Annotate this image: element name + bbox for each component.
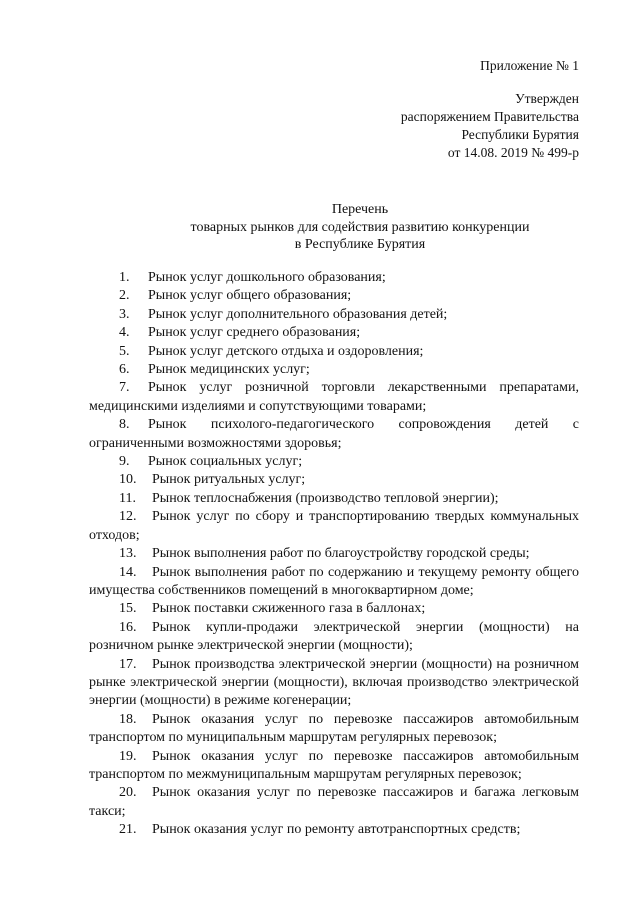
item-number: 3. (119, 306, 130, 322)
list-item (89, 545, 579, 563)
item-number: 8. (119, 417, 130, 433)
item-number: 15. (119, 601, 137, 617)
list-item (89, 324, 579, 342)
item-text: Рынок услуг общего образования; (148, 288, 352, 304)
item-number: 6. (119, 362, 130, 378)
list-item (89, 821, 579, 839)
approval-date-line: от 14.08. 2019 № 499-р (447, 145, 579, 160)
item-text: Рынок социальных услуг; (148, 454, 303, 470)
item-number: 7. (119, 380, 130, 396)
item-text: Рынок выполнения работ по благоустройству городской среды; (152, 546, 530, 562)
list-item (89, 748, 579, 785)
item-number: 13. (119, 546, 137, 562)
item-number: 14. (119, 564, 137, 580)
list-item (89, 269, 579, 287)
item-text: Рынок оказания услуг по перевозке пассажиров и багажа легковым такси; (89, 785, 579, 819)
list-item (89, 784, 579, 821)
markets-list (89, 269, 579, 840)
item-text: Рынок ритуальных услуг; (152, 472, 306, 488)
item-text: Рынок услуг розничной торговли лекарственными препаратами, медицинскими изделиями и сопутствующими товарами; (89, 380, 579, 414)
approval-line: Утвержден (515, 91, 579, 106)
title-line: товарных рынков для содействия развитию конкуренции (190, 219, 530, 235)
item-text: Рынок услуг среднего образования; (148, 325, 361, 341)
item-number: 19. (119, 748, 137, 764)
list-item (89, 490, 579, 508)
item-text: Рынок услуг по сбору и транспортированию твердых коммунальных отходов; (89, 509, 579, 543)
title-line: в Республике Бурятия (294, 237, 426, 252)
item-text: Рынок оказания услуг по ремонту автотранспортных средств; (152, 822, 521, 838)
item-number: 12. (119, 509, 137, 525)
document-title (0, 201, 640, 254)
list-item (89, 379, 579, 416)
item-number: 18. (119, 711, 137, 727)
item-text: Рынок психолого-педагогического сопровождения детей с ограниченными возможностями здоровья; (89, 417, 579, 451)
item-number: 16. (119, 619, 137, 635)
list-item (89, 619, 579, 656)
item-text: Рынок производства электрической энергии (мощности) на розничном рынке электрической энергии (мощности), включая производство электрической энергии (мощности) в режиме когенерации; (89, 656, 579, 709)
item-text: Рынок оказания услуг по перевозке пассажиров автомобильным транспортом по муниципальным маршрутам регулярных перевозок; (89, 711, 579, 746)
item-number: 2. (119, 288, 130, 304)
item-text: Рынок поставки сжиженного газа в баллонах; (152, 601, 426, 617)
list-item (89, 564, 579, 601)
list-item (89, 287, 579, 305)
list-item (89, 471, 579, 489)
item-number: 17. (119, 656, 137, 672)
item-text: Рынок теплоснабжения (производство тепловой энергии); (152, 490, 499, 506)
item-number: 9. (119, 454, 130, 470)
item-number: 21. (119, 822, 137, 838)
approval-line: распоряжением Правительства (400, 109, 579, 124)
item-number: 11. (119, 490, 136, 506)
item-text: Рынок услуг детского отдыха и оздоровления; (148, 343, 424, 359)
approval-block (401, 90, 579, 162)
item-number: 1. (119, 270, 130, 285)
list-item (89, 306, 579, 324)
item-text: Рынок услуг дошкольного образования; (148, 270, 386, 285)
list-item (89, 508, 579, 545)
attachment-label: Приложение № 1 (480, 58, 579, 73)
item-text: Рынок услуг дополнительного образования детей; (148, 306, 448, 322)
list-item (89, 600, 579, 618)
item-number: 4. (119, 325, 130, 341)
list-item (89, 656, 579, 711)
item-number: 20. (119, 785, 137, 801)
item-text: Рынок выполнения работ по содержанию и текущему ремонту общего имущества собственников помещений в многоквартирном доме; (89, 564, 579, 598)
list-item (89, 361, 579, 379)
list-item (89, 343, 579, 361)
item-number: 10. (119, 472, 137, 488)
list-item (89, 453, 579, 471)
item-text: Рынок оказания услуг по перевозке пассажиров автомобильным транспортом по межмуниципальным маршрутам регулярных перевозок; (89, 748, 579, 782)
list-item (89, 711, 579, 748)
item-text: Рынок медицинских услуг; (148, 362, 310, 378)
item-text: Рынок купли-продажи электрической энергии (мощности) на розничном рынке электрической энергии (мощности); (89, 619, 579, 654)
title-line: Перечень (331, 202, 389, 217)
list-item (89, 416, 579, 453)
item-number: 5. (119, 343, 130, 359)
approval-line: Республики Бурятия (461, 127, 579, 142)
